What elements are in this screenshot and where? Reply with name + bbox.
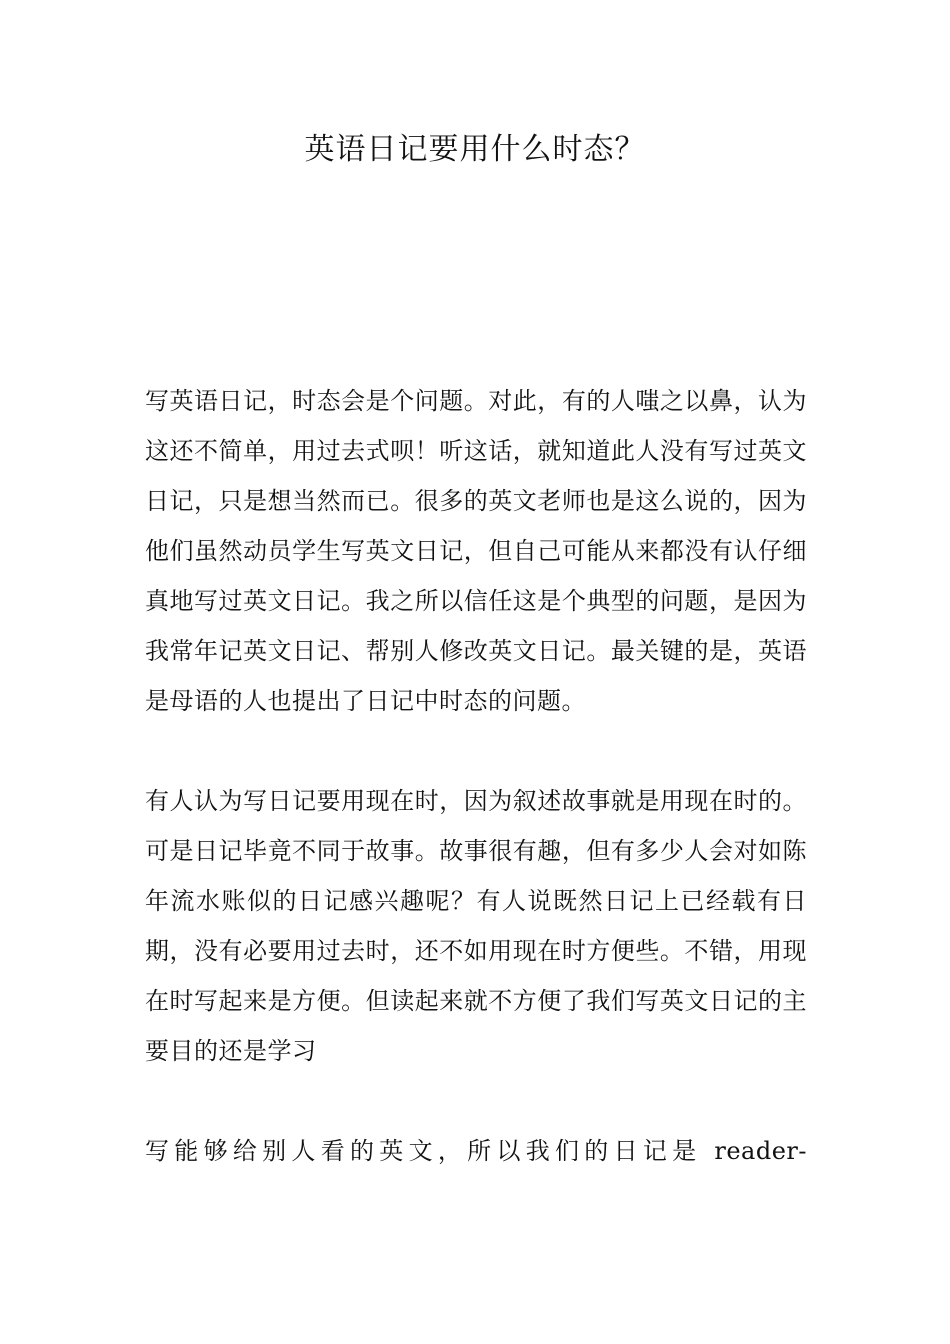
paragraph-2: 有人认为写日记要用现在时，因为叙述故事就是用现在时的。可是日记毕竟不同于故事。故事很有趣，但有多少人会对如陈年流水账似的日记感兴趣呢？有人说既然日记上已经载有日期，没有必要用过去时，还不如用现在时方便些。不错，用现在时写起来是方便。但读起来就不方便了我们写英文日记的主要目的还是学习 <box>145 787 807 1065</box>
document-body <box>145 376 807 1176</box>
document-title: 英语日记要用什么时态？ <box>304 132 646 167</box>
paragraph-gap <box>145 1076 807 1126</box>
paragraph-1: 写英语日记，时态会是个问题。对此，有的人嗤之以鼻，认为这还不简单，用过去式呗！听这话，就知道此人没有写过英文日记，只是想当然而已。很多的英文老师也是这么说的，因为他们虽然动员学生写英文日记，但自己可能从来都没有认仔细真地写过英文日记。我之所以信任这是个典型的问题，是因为我常年记英文日记、帮别人修改英文日记。最关键的是，英语是母语的人也提出了日记中时态的问题。 <box>145 387 807 715</box>
paragraph-3: 写能够给别人看的英文，所以我们的日记是 reader- <box>145 1137 807 1165</box>
paragraph-gap <box>145 726 807 776</box>
